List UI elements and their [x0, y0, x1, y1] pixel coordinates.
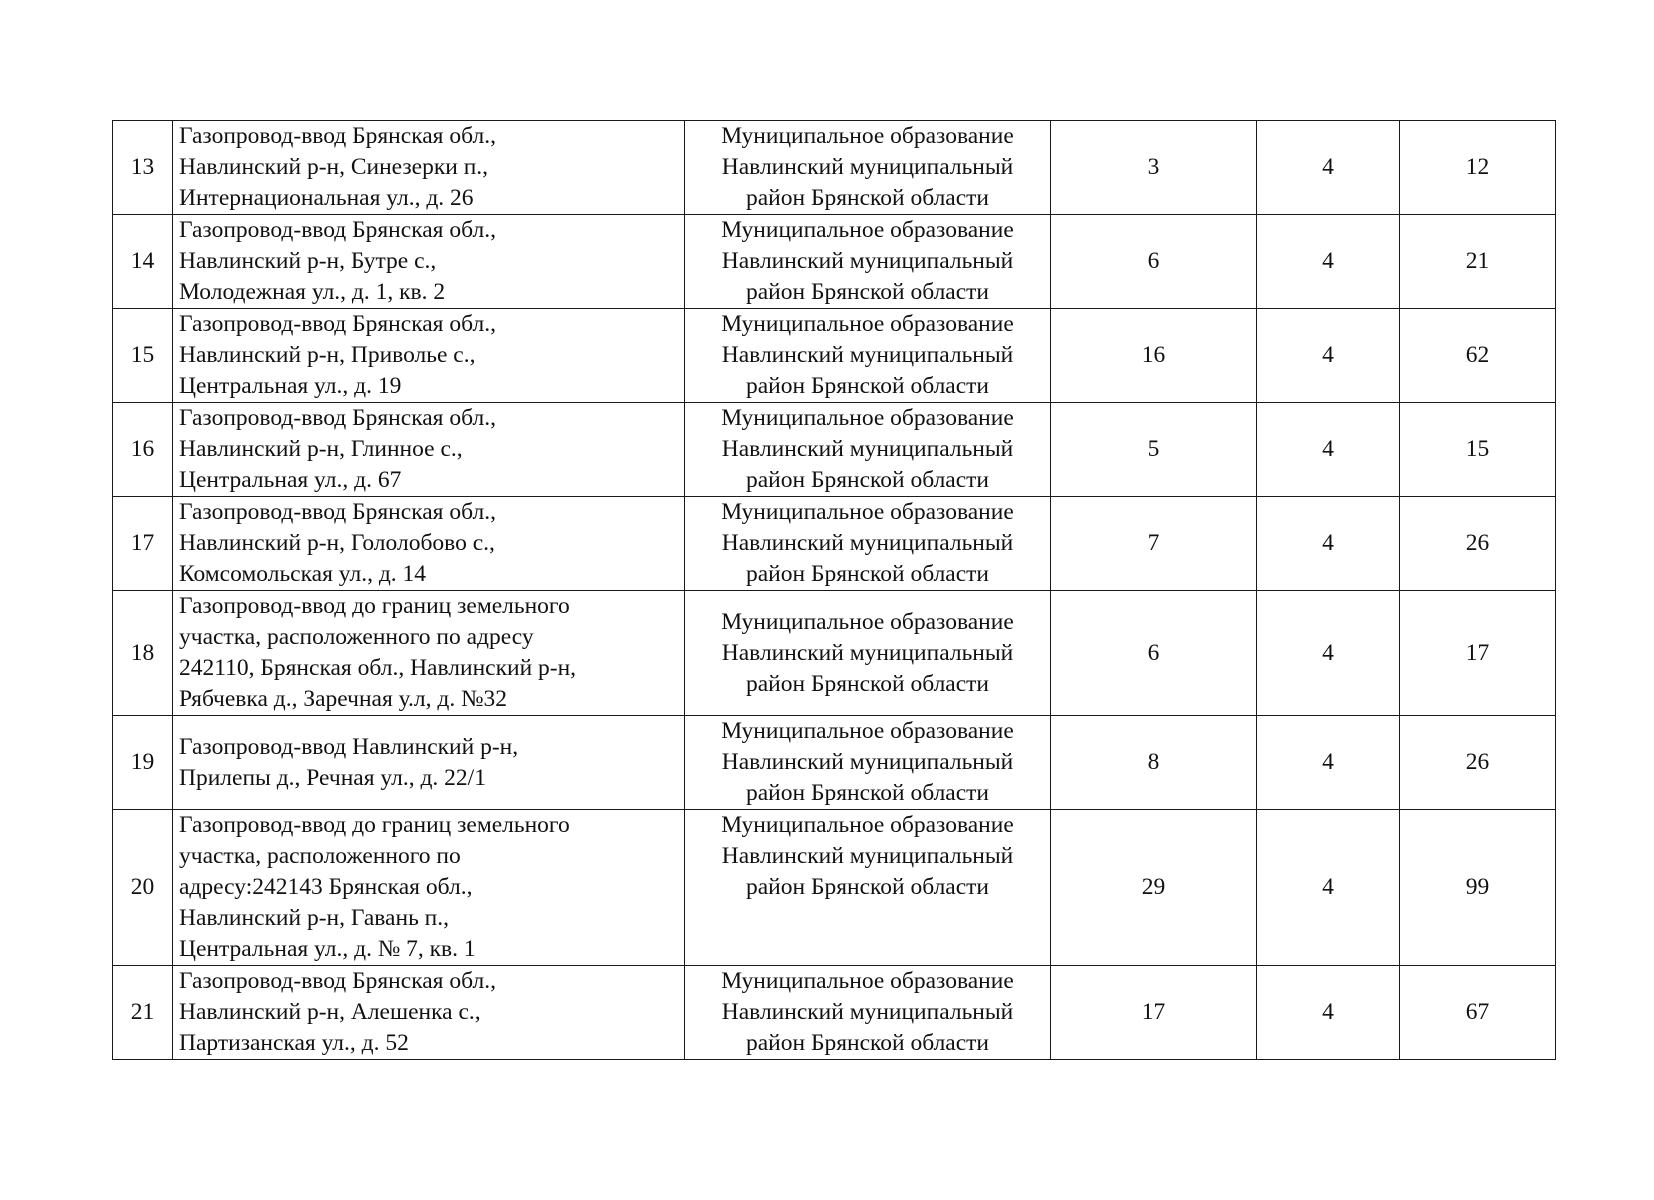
length-cell: 17	[1051, 966, 1257, 1060]
object-name-cell: Газопровод-ввод Брянская обл., Навлинский р-н, Гололобово с., Комсомольская ул., д. 14	[173, 497, 685, 591]
owner-cell: Муниципальное образование Навлинский муниципальный район Брянской области	[685, 591, 1051, 716]
owner-cell: Муниципальное образование Навлинский муниципальный район Брянской области	[685, 403, 1051, 497]
object-name-cell: Газопровод-ввод Брянская обл., Навлинский р-н, Бутре с., Молодежная ул., д. 1, кв. 2	[173, 215, 685, 309]
table-row	[113, 810, 1556, 966]
length-cell: 6	[1051, 215, 1257, 309]
area-cell: 99	[1400, 810, 1556, 966]
diameter-cell: 4	[1257, 121, 1400, 215]
row-number: 20	[113, 810, 173, 966]
diameter-cell: 4	[1257, 215, 1400, 309]
owner-cell: Муниципальное образование Навлинский муниципальный район Брянской области	[685, 121, 1051, 215]
table-row	[113, 497, 1556, 591]
object-name-cell: Газопровод-ввод Навлинский р-н, Прилепы д., Речная ул., д. 22/1	[173, 716, 685, 810]
row-number: 17	[113, 497, 173, 591]
table-row	[113, 403, 1556, 497]
length-cell: 16	[1051, 309, 1257, 403]
area-cell: 17	[1400, 591, 1556, 716]
length-cell: 7	[1051, 497, 1257, 591]
diameter-cell: 4	[1257, 810, 1400, 966]
length-cell: 29	[1051, 810, 1257, 966]
row-number: 19	[113, 716, 173, 810]
object-name-cell: Газопровод-ввод Брянская обл., Навлинский р-н, Синезерки п., Интернациональная ул., д. 26	[173, 121, 685, 215]
diameter-cell: 4	[1257, 966, 1400, 1060]
length-cell: 5	[1051, 403, 1257, 497]
area-cell: 67	[1400, 966, 1556, 1060]
row-number: 13	[113, 121, 173, 215]
diameter-cell: 4	[1257, 309, 1400, 403]
object-name-cell: Газопровод-ввод до границ земельного участка, расположенного по адресу:242143 Брянская обл., Навлинский р-н, Гавань п., Центральная ул., д. № 7, кв. 1	[173, 810, 685, 966]
row-number: 16	[113, 403, 173, 497]
diameter-cell: 4	[1257, 497, 1400, 591]
row-number: 15	[113, 309, 173, 403]
owner-cell: Муниципальное образование Навлинский муниципальный район Брянской области	[685, 309, 1051, 403]
table-row	[113, 309, 1556, 403]
diameter-cell: 4	[1257, 716, 1400, 810]
area-cell: 12	[1400, 121, 1556, 215]
area-cell: 26	[1400, 716, 1556, 810]
owner-cell: Муниципальное образование Навлинский муниципальный район Брянской области	[685, 497, 1051, 591]
row-number: 21	[113, 966, 173, 1060]
owner-cell: Муниципальное образование Навлинский муниципальный район Брянской области	[685, 716, 1051, 810]
object-name-cell: Газопровод-ввод Брянская обл., Навлинский р-н, Глинное с., Центральная ул., д. 67	[173, 403, 685, 497]
table-row	[113, 121, 1556, 215]
table-row	[113, 966, 1556, 1060]
area-cell: 26	[1400, 497, 1556, 591]
gas-pipeline-table	[112, 120, 1556, 1060]
object-name-cell: Газопровод-ввод до границ земельного участка, расположенного по адресу 242110, Брянская обл., Навлинский р-н, Рябчевка д., Заречная у.л, д. №32	[173, 591, 685, 716]
table-row	[113, 716, 1556, 810]
object-name-cell: Газопровод-ввод Брянская обл., Навлинский р-н, Алешенка с., Партизанская ул., д. 52	[173, 966, 685, 1060]
table-row	[113, 591, 1556, 716]
area-cell: 62	[1400, 309, 1556, 403]
diameter-cell: 4	[1257, 591, 1400, 716]
table-row	[113, 215, 1556, 309]
length-cell: 8	[1051, 716, 1257, 810]
owner-cell: Муниципальное образование Навлинский муниципальный район Брянской области	[685, 966, 1051, 1060]
area-cell: 15	[1400, 403, 1556, 497]
length-cell: 6	[1051, 591, 1257, 716]
length-cell: 3	[1051, 121, 1257, 215]
object-name-cell: Газопровод-ввод Брянская обл., Навлинский р-н, Приволье с., Центральная ул., д. 19	[173, 309, 685, 403]
diameter-cell: 4	[1257, 403, 1400, 497]
row-number: 18	[113, 591, 173, 716]
area-cell: 21	[1400, 215, 1556, 309]
row-number: 14	[113, 215, 173, 309]
owner-cell: Муниципальное образование Навлинский муниципальный район Брянской области	[685, 810, 1051, 966]
owner-cell: Муниципальное образование Навлинский муниципальный район Брянской области	[685, 215, 1051, 309]
